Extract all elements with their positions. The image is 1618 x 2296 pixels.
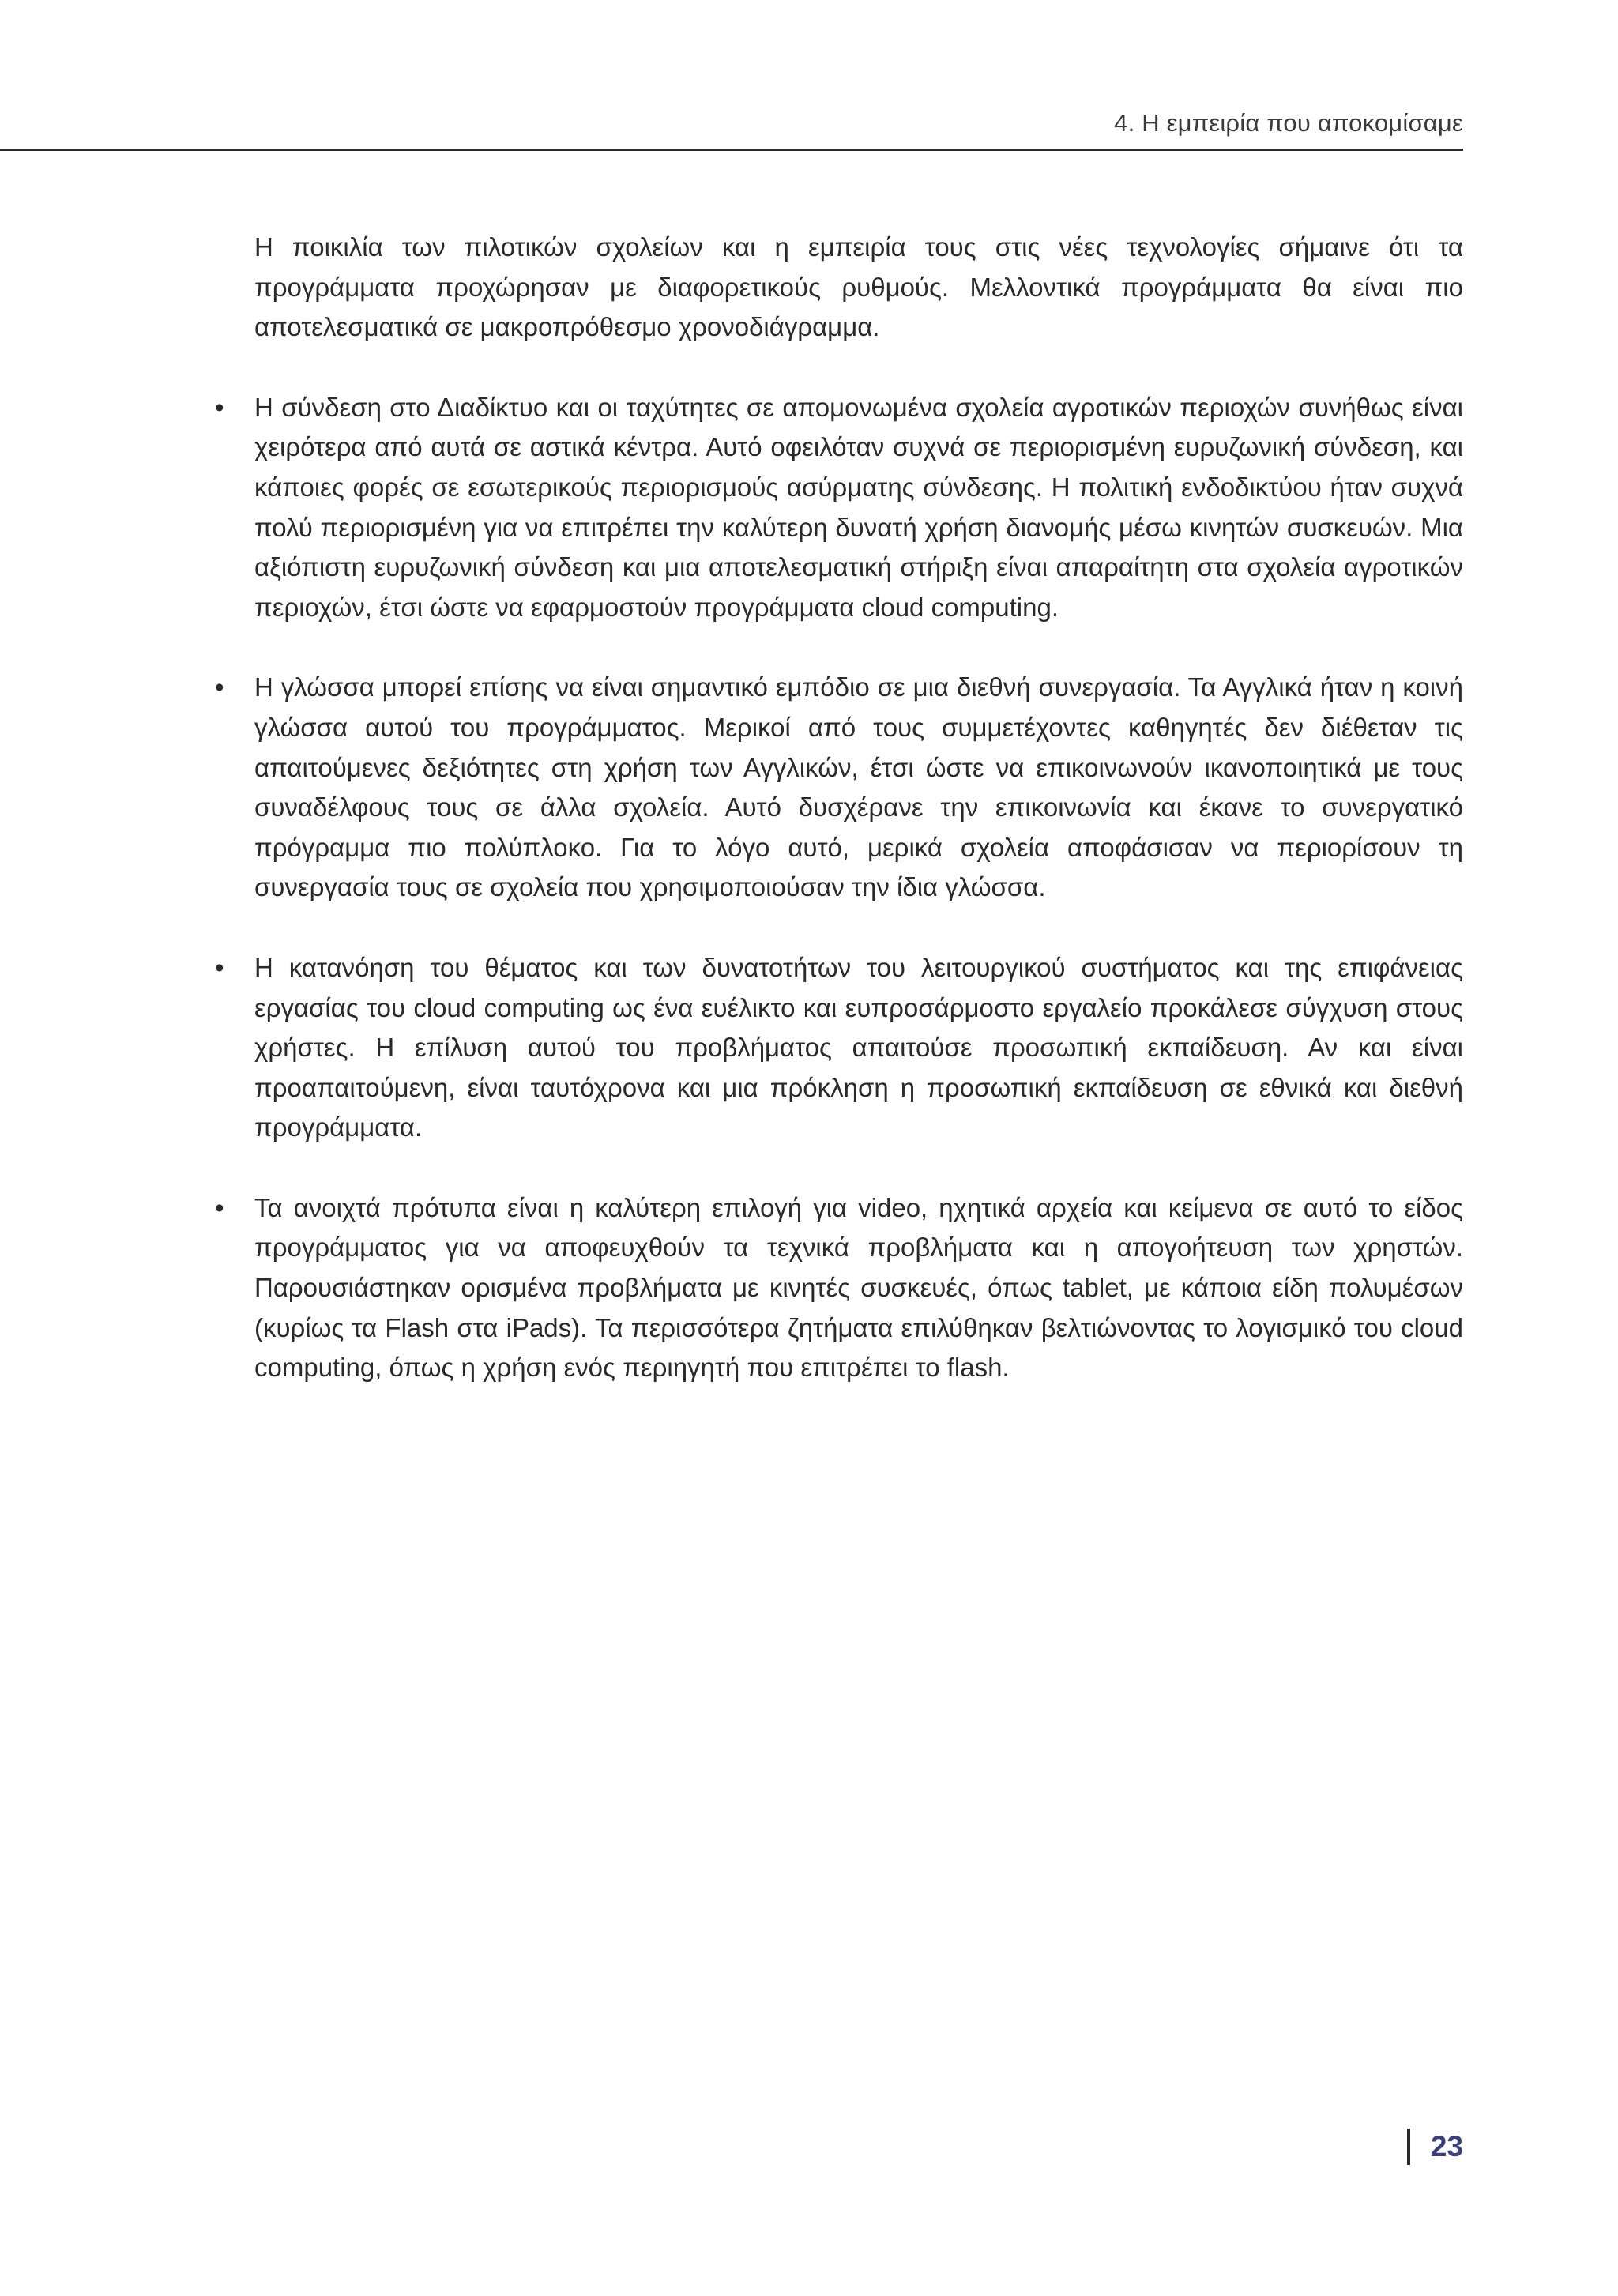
bullet-text: Η κατανόηση του θέματος και των δυνατοτήτων του λειτουργικού συστήματος και της επιφάνειας εργασίας του cloud computing ως ένα ευέλικτο και ευπροσάρμοστο εργαλείο προκάλεσε σύγχυση στους χρήστες. Η επίλυση αυτού του προβλήματος απαιτούσε προσωπική εκπαίδευση. Αν και είναι προαπαιτούμενη, είναι ταυτόχρονα και μια πρόκληση η προσωπική εκπαίδευση σε εθνικά και διεθνή προγράμματα. (254, 952, 1463, 1142)
list-item (215, 388, 1463, 628)
header-rule (0, 149, 1463, 151)
bullet-list (215, 388, 1463, 1388)
list-item (215, 668, 1463, 908)
bullet-icon: • (215, 392, 224, 422)
bullet-icon: • (215, 952, 224, 982)
running-header: 4. Η εμπειρία που αποκομίσαμε (1114, 109, 1463, 137)
page-content (215, 228, 1463, 1388)
intro-paragraph: Η ποικιλία των πιλοτικών σχολείων και η εμπειρία τους στις νέες τεχνολογίες σήμαινε ότι τα προγράμματα προχώρησαν με διαφορετικούς ρυθμούς. Μελλοντικά προγράμματα θα είναι πιο αποτελεσματικά σε μακροπρόθεσμο χρονοδιάγραμμα. (254, 232, 1463, 342)
page-footer (1407, 2127, 1463, 2166)
page-number: 23 (1430, 2130, 1463, 2162)
bullet-text: Η γλώσσα μπορεί επίσης να είναι σημαντικό εμπόδιο σε μια διεθνή συνεργασία. Τα Αγγλικά ήταν η κοινή γλώσσα αυτού του προγράμματος. Μερικοί από τους συμμετέχοντες καθηγητές δεν διέθεταν τις απαιτούμενες δεξιότητες στη χρήση των Αγγλικών, έτσι ώστε να επικοινωνούν ικανοποιητικά με τους συναδέλφους τους σε άλλα σχολεία. Αυτό δυσχέρανε την επικοινωνία και έκανε το συνεργατικό πρόγραμμα πιο πολύπλοκο. Για το λόγο αυτό, μερικά σχολεία αποφάσισαν να περιορίσουν τη συνεργασία τους σε σχολεία που χρησιμοποιούσαν την ίδια γλώσσα. (254, 672, 1463, 902)
bullet-text: Η σύνδεση στο Διαδίκτυο και οι ταχύτητες σε απομονωμένα σχολεία αγροτικών περιοχών συνήθως είναι χειρότερα από αυτά σε αστικά κέντρα. Αυτό οφειλόταν συχνά σε περιορισμένη ευρυζωνική σύνδεση, και κάποιες φορές σε εσωτερικούς περιορισμούς ασύρματης σύνδεσης. Η πολιτική ενδοδικτύου ήταν συχνά πολύ περιορισμένη για να επιτρέπει την καλύτερη δυνατή χρήση διανομής μέσω κινητών συσκευών. Μια αξιόπιστη ευρυζωνική σύνδεση και μια αποτελεσματική στήριξη είναι απαραίτητη στα σχολεία αγροτικών περιοχών, έτσι ώστε να εφαρμοστούν προγράμματα cloud computing. (254, 392, 1463, 622)
list-item (215, 948, 1463, 1148)
list-item (215, 1188, 1463, 1388)
bullet-icon: • (215, 1192, 224, 1222)
footer-divider (1407, 2129, 1410, 2165)
bullet-text: Τα ανοιχτά πρότυπα είναι η καλύτερη επιλογή για video, ηχητικά αρχεία και κείμενα σε αυτό το είδος προγράμματος για να αποφευχθούν τα τεχνικά προβλήματα και η απογοήτευση των χρηστών. Παρουσιάστηκαν ορισμένα προβλήματα με κινητές συσκευές, όπως tablet, με κάποια είδη πολυμέσων (κυρίως τα Flash στα iPads). Τα περισσότερα ζητήματα επιλύθηκαν βελτιώνοντας το λογισμικό του cloud computing, όπως η χρήση ενός περιηγητή που επιτρέπει το flash. (254, 1192, 1463, 1383)
bullet-icon: • (215, 672, 224, 702)
